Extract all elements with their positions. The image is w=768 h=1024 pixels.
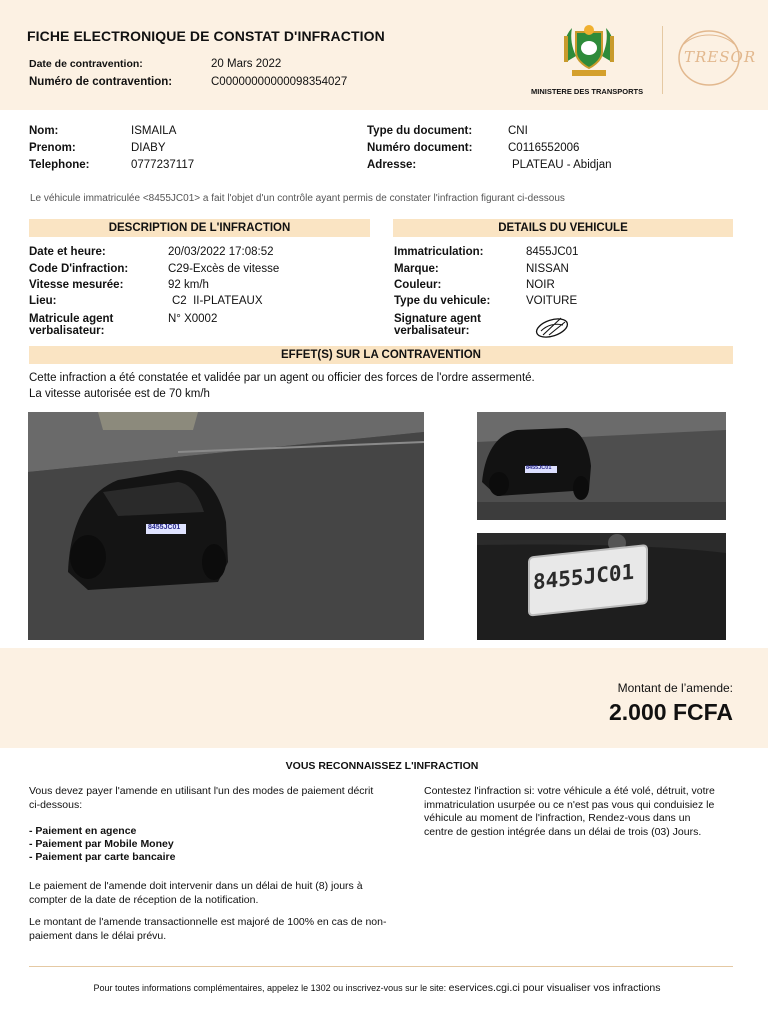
color-label: Couleur: [394, 279, 442, 291]
vehicle-type-value: VOITURE [526, 295, 578, 307]
fine-amount: 2.000 FCFA [609, 699, 733, 725]
agent-label-line1: Matricule agent [29, 313, 114, 325]
code-value: C29-Excès de vitesse [168, 263, 280, 275]
nom-label: Nom: [29, 125, 59, 137]
payment-mode-mobile-money: - Paiement par Mobile Money [29, 838, 174, 850]
effects-heading: EFFET(S) SUR LA CONTRAVENTION [29, 346, 733, 364]
agent-signature [533, 313, 573, 341]
signature-label-line1: Signature agent [394, 313, 481, 325]
payment-mode-agency: - Paiement en agence [29, 825, 137, 837]
contest-text: Contestez l'infraction si: votre véhicule a été volé, détruit, votre immatriculation usurpée ou ce n'est pas vous qui conduisiez le véhicule au moment de l'infraction, Rendez-vous dans un centre de gestion intégrée dans un délai de trois (03) Jours. [424, 785, 715, 838]
agent-value: N° X0002 [168, 313, 218, 325]
header-divider [662, 26, 663, 94]
payment-mode-card: - Paiement par carte bancaire [29, 851, 176, 863]
payment-delay: Le paiement de l'amende doit intervenir dans un délai de huit (8) jours à compter de la date de réception de la notification. [29, 880, 363, 906]
color-value: NOIR [526, 279, 555, 291]
address-value: PLATEAU - Abidjan [512, 159, 612, 171]
fine-label: Montant de l’amende: [617, 681, 733, 695]
date-label: Date de contravention: [29, 58, 143, 70]
fine-band [0, 648, 768, 748]
plate-value: 8455JC01 [526, 246, 579, 258]
telephone-label: Telephone: [29, 159, 90, 171]
number-value: C00000000000098354027 [211, 76, 348, 88]
closeup-plate-text: 8455JC01 [533, 559, 635, 595]
prenom-label: Prenom: [29, 142, 76, 154]
doc-type-value: CNI [508, 125, 528, 137]
speed-value: 92 km/h [168, 279, 209, 291]
secondary-camera-photo [477, 412, 726, 520]
brand-label: Marque: [394, 263, 439, 275]
document-title: FICHE ELECTRONIQUE DE CONSTAT D'INFRACTION [27, 28, 385, 44]
doc-number-value: C0116552006 [508, 142, 580, 154]
address-label: Adresse: [367, 159, 417, 171]
place-value: C2 II-PLATEAUX [172, 295, 263, 307]
acknowledge-heading: VOUS RECONNAISSEZ L'INFRACTION [285, 760, 479, 772]
secondary-photo-plate: 8455JC01 [526, 465, 552, 471]
place-label: Lieu: [29, 295, 57, 307]
footer-link[interactable]: eservices.cgi.ci [448, 982, 520, 994]
footer-info: Pour toutes informations complémentaires, appelez le 1302 ou inscrivez-vous sur le site: [93, 983, 447, 993]
ministry-name: MINISTERE DES TRANSPORTS [531, 87, 644, 96]
footer-suffix: pour visualiser vos infractions [519, 982, 661, 994]
footer-divider [29, 966, 733, 967]
agent-label-line2: verbalisateur: [29, 325, 105, 337]
nom-value: ISMAILA [131, 125, 177, 137]
number-label: Numéro de contravention: [29, 76, 173, 88]
brand-value: NISSAN [526, 263, 569, 275]
effects-line-2: La vitesse autorisée est de 70 km/h [29, 388, 210, 400]
doc-type-label: Type du document: [367, 125, 473, 137]
doc-number-label: Numéro document: [367, 142, 473, 154]
effects-line-1: Cette infraction a été constatée et validée par un agent ou officier des forces de l'ordre assermenté. [29, 372, 535, 384]
payment-intro: Vous devez payer l'amende en utilisant l'un des modes de paiement décrit ci-dessous: [29, 785, 374, 811]
plate-label: Immatriculation: [394, 246, 484, 258]
datetime-label: Date et heure: [29, 246, 106, 258]
speed-label: Vitesse mesurée: [29, 279, 124, 291]
datetime-value: 20/03/2022 17:08:52 [168, 246, 274, 258]
header-band [0, 0, 768, 110]
vehicle-heading: DETAILS DU VEHICULE [393, 219, 733, 237]
vehicle-notice: Le véhicule immatriculée <8455JC01> a fait l'objet d'un contrôle ayant permis de constater l'infraction figurant ci-dessous [30, 193, 565, 204]
main-photo-plate: 8455JC01 [148, 524, 181, 531]
code-label: Code D'infraction: [29, 263, 129, 275]
signature-label-line2: verbalisateur: [394, 325, 470, 337]
date-value: 20 Mars 2022 [211, 58, 282, 70]
telephone-value: 0777237117 [131, 159, 195, 171]
infraction-heading: DESCRIPTION DE L'INFRACTION [29, 219, 370, 237]
vehicle-type-label: Type du vehicule: [394, 295, 491, 307]
tresor-logo-text: TRESOR [684, 48, 757, 66]
prenom-value: DIABY [131, 142, 166, 154]
plate-closeup-photo [477, 533, 726, 640]
coat-of-arms-logo [558, 22, 620, 84]
footer-text [0, 982, 754, 994]
main-camera-photo [28, 412, 424, 640]
payment-increase: Le montant de l'amende transactionnelle est majoré de 100% en cas de non-paiement dans le délai prévu. [29, 916, 387, 942]
